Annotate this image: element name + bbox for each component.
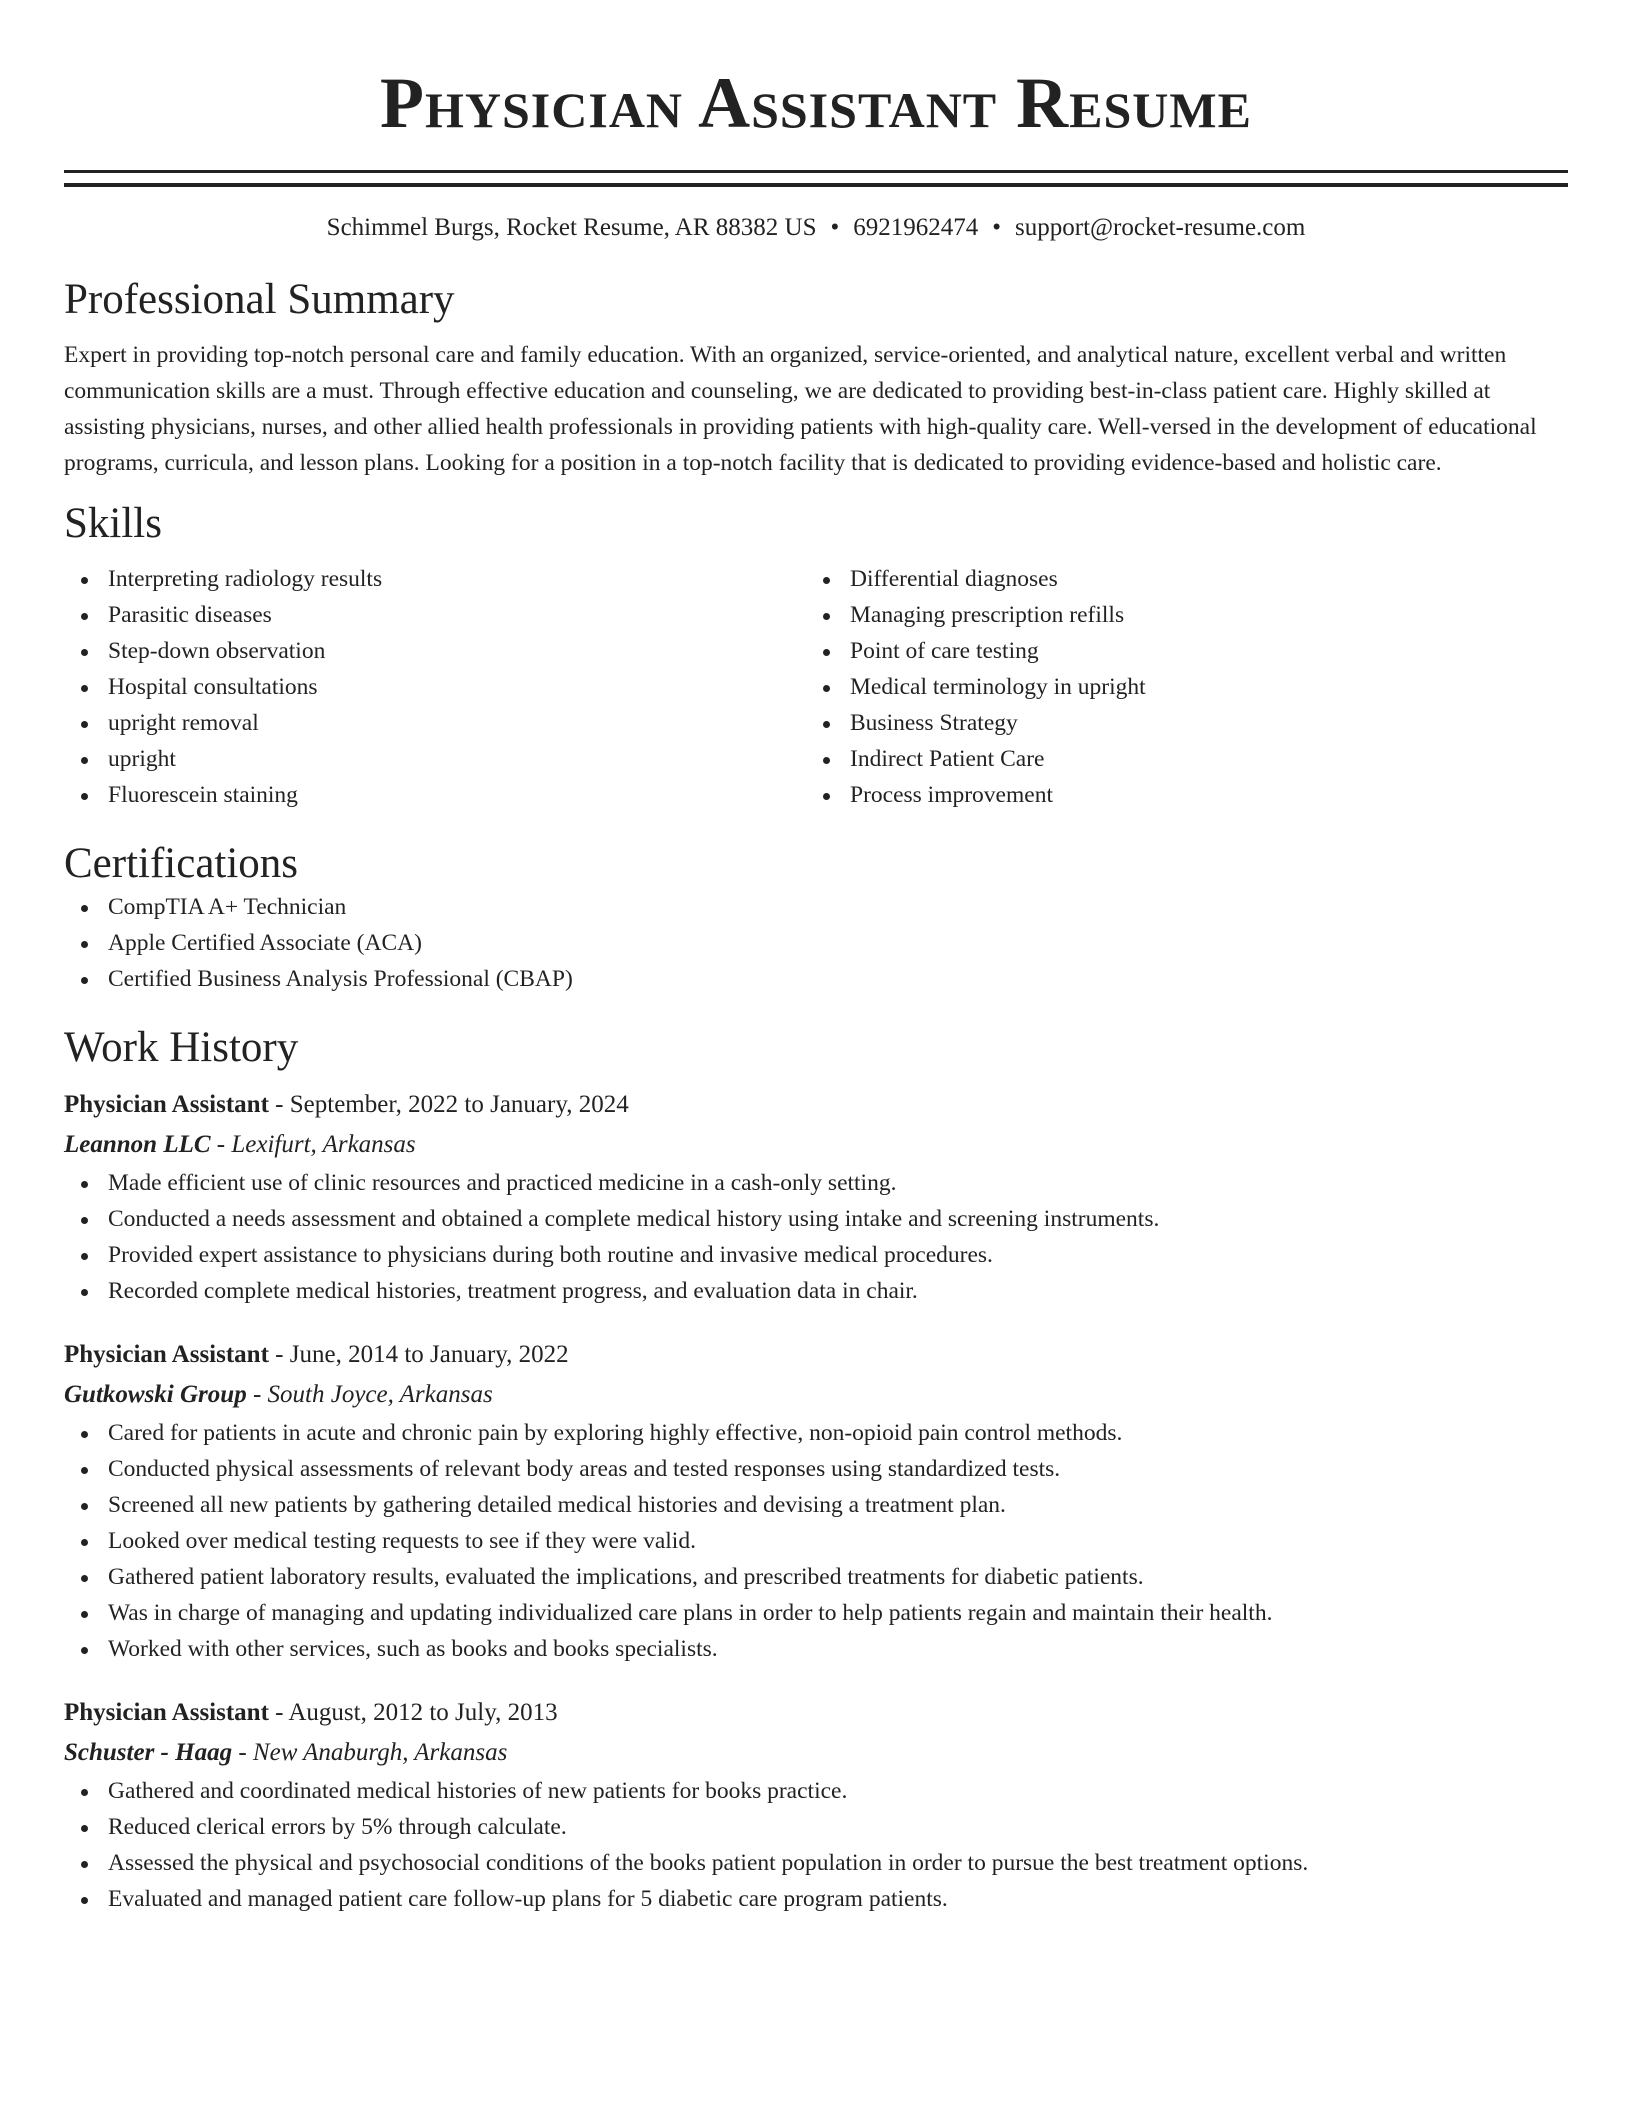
job-duties-list — [64, 1773, 1568, 1917]
skill-item: Business Strategy — [806, 705, 1548, 741]
summary-text: Expert in providing top-notch personal care and family education. With an organized, service-oriented, and analytical nature, excellent verbal and written communication skills are a must. Through effective education and counseling, we are dedicated to providing best-in-class patient care. Highly skilled at assisting physicians, nurses, and other allied health professionals in providing patients with high-quality care. Well-versed in the development of educational programs, curricula, and lesson plans. Looking for a position in a top-notch facility that is dedicated to providing evidence-based and holistic care. — [64, 342, 1537, 476]
contact-email: support@rocket-resume.com — [1015, 214, 1306, 241]
summary-section — [64, 275, 1568, 481]
job-duty-item: Assessed the physical and psychosocial conditions of the books patient population in order to pursue the best treatment options. — [64, 1845, 1568, 1881]
title-divider — [64, 170, 1568, 187]
skill-item: Fluorescein staining — [64, 777, 806, 813]
work-history-section — [64, 1023, 1568, 1917]
skill-item: Interpreting radiology results — [64, 561, 806, 597]
job-location: - New Anaburgh, Arkansas — [232, 1739, 508, 1766]
job-duty-item: Cared for patients in acute and chronic pain by exploring highly effective, non-opioid pain control methods. — [64, 1415, 1568, 1451]
job-header — [64, 1693, 1568, 1733]
job-company: Leannon LLC — [64, 1131, 211, 1158]
certification-item: Apple Certified Associate (ACA) — [64, 925, 1568, 961]
job-title: Physician Assistant — [64, 1699, 269, 1726]
job-dates: - September, 2022 to January, 2024 — [268, 1091, 629, 1118]
job-title: Physician Assistant — [64, 1091, 269, 1118]
job-duty-item: Evaluated and managed patient care follow-up plans for 5 diabetic care program patients. — [64, 1881, 1568, 1917]
job-duty-item: Screened all new patients by gathering detailed medical histories and devising a treatment plan. — [64, 1487, 1568, 1523]
job-employer — [64, 1125, 1568, 1165]
certifications-list — [64, 889, 1568, 997]
job-company: Schuster - Haag — [64, 1739, 233, 1766]
skill-item: Point of care testing — [806, 633, 1548, 669]
job-employer — [64, 1375, 1568, 1415]
work-history-heading: Work History — [64, 1024, 299, 1071]
job-company: Gutkowski Group — [64, 1381, 247, 1408]
job-header — [64, 1085, 1568, 1125]
job-duty-item: Conducted physical assessments of relevant body areas and tested responses using standardized tests. — [64, 1451, 1568, 1487]
job-dates: - August, 2012 to July, 2013 — [268, 1699, 558, 1726]
job-location: - Lexifurt, Arkansas — [210, 1131, 416, 1158]
resume-page — [64, 0, 1568, 1917]
skill-item: Indirect Patient Care — [806, 741, 1548, 777]
job-duty-item: Recorded complete medical histories, treatment progress, and evaluation data in chair. — [64, 1273, 1568, 1309]
job-entry — [64, 1085, 1568, 1309]
job-duties-list — [64, 1415, 1568, 1667]
job-duty-item: Gathered and coordinated medical histories of new patients for books practice. — [64, 1773, 1568, 1809]
certifications-heading: Certifications — [64, 840, 299, 887]
skills-section — [64, 499, 1568, 813]
certification-item: Certified Business Analysis Professional (CBAP) — [64, 961, 1568, 997]
job-duty-item: Made efficient use of clinic resources and practiced medicine in a cash-only setting. — [64, 1165, 1568, 1201]
skill-item: Medical terminology in upright — [806, 669, 1548, 705]
skill-item: upright removal — [64, 705, 806, 741]
skills-heading: Skills — [64, 500, 162, 547]
job-duties-list — [64, 1165, 1568, 1309]
job-duty-item: Was in charge of managing and updating individualized care plans in order to help patients regain and maintain their health. — [64, 1595, 1568, 1631]
job-dates: - June, 2014 to January, 2022 — [268, 1341, 569, 1368]
certifications-section — [64, 839, 1568, 997]
job-employer — [64, 1733, 1568, 1773]
job-duty-item: Gathered patient laboratory results, evaluated the implications, and prescribed treatments for diabetic patients. — [64, 1559, 1568, 1595]
job-location: - South Joyce, Arkansas — [246, 1381, 493, 1408]
skill-item: Managing prescription refills — [806, 597, 1548, 633]
contact-separator: • — [830, 214, 840, 241]
skills-list-right — [806, 561, 1548, 813]
skill-item: Step-down observation — [64, 633, 806, 669]
skill-item: upright — [64, 741, 806, 777]
contact-address: Schimmel Burgs, Rocket Resume, AR 88382 US — [326, 214, 817, 241]
job-entry — [64, 1335, 1568, 1667]
job-title: Physician Assistant — [64, 1341, 269, 1368]
job-header — [64, 1335, 1568, 1375]
skills-list-left — [64, 561, 806, 813]
job-duty-item: Worked with other services, such as books and books specialists. — [64, 1631, 1568, 1667]
job-duty-item: Reduced clerical errors by 5% through calculate. — [64, 1809, 1568, 1845]
skill-item: Parasitic diseases — [64, 597, 806, 633]
contact-separator: • — [992, 214, 1002, 241]
contact-phone: 6921962474 — [853, 214, 979, 241]
resume-title: Physician Assistant Resume — [380, 63, 1252, 143]
skill-item: Hospital consultations — [64, 669, 806, 705]
job-duty-item: Provided expert assistance to physicians during both routine and invasive medical procedures. — [64, 1237, 1568, 1273]
contact-info — [64, 211, 1568, 245]
skills-grid — [64, 561, 1568, 813]
summary-heading: Professional Summary — [64, 276, 455, 323]
skill-item: Process improvement — [806, 777, 1548, 813]
certification-item: CompTIA A+ Technician — [64, 889, 1568, 925]
job-duty-item: Looked over medical testing requests to see if they were valid. — [64, 1523, 1568, 1559]
job-entry — [64, 1693, 1568, 1917]
job-duty-item: Conducted a needs assessment and obtained a complete medical history using intake and screening instruments. — [64, 1201, 1568, 1237]
skill-item: Differential diagnoses — [806, 561, 1548, 597]
